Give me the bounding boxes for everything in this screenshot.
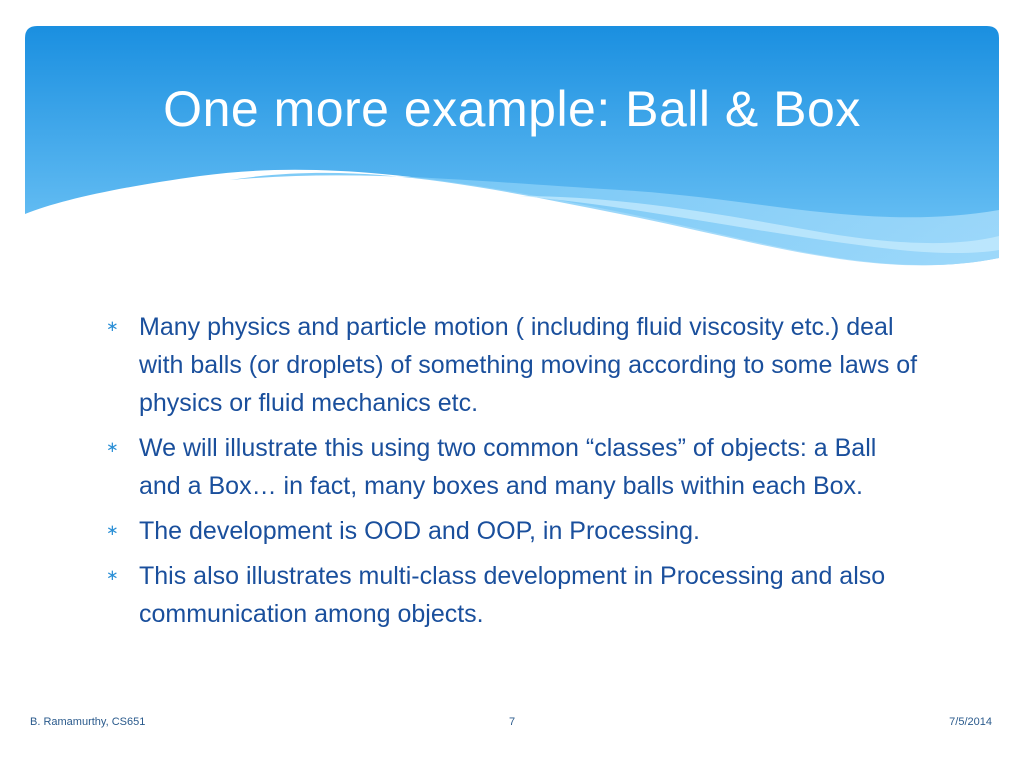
footer-author: B. Ramamurthy, CS651	[30, 716, 146, 728]
bullet-asterisk-icon: ∗	[106, 567, 119, 584]
bullet-asterisk-icon: ∗	[106, 439, 119, 456]
bullet-item	[104, 557, 924, 633]
bullet-asterisk-icon: ∗	[106, 318, 119, 335]
bullet-item	[104, 429, 924, 505]
bullet-text: Many physics and particle motion ( including fluid viscosity etc.) deal with balls (or droplets) of something moving according to some laws of physics or fluid mechanics etc.	[139, 313, 918, 417]
header-wave-banner	[0, 0, 1024, 300]
footer-page-number: 7	[508, 716, 516, 728]
bullet-text: This also illustrates multi-class development in Processing and also communication among objects.	[139, 562, 886, 628]
bullet-asterisk-icon: ∗	[106, 522, 119, 539]
bullet-text: The development is OOD and OOP, in Processing.	[139, 517, 700, 545]
bullet-text: We will illustrate this using two common “classes” of objects: a Ball and a Box… in fact, many boxes and many balls within each Box.	[139, 434, 877, 500]
slide-title: One more example: Ball & Box	[163, 81, 861, 137]
bullet-item	[104, 512, 924, 550]
bullet-item	[104, 308, 924, 422]
footer-date: 7/5/2014	[949, 716, 992, 728]
bullet-list	[104, 308, 924, 640]
